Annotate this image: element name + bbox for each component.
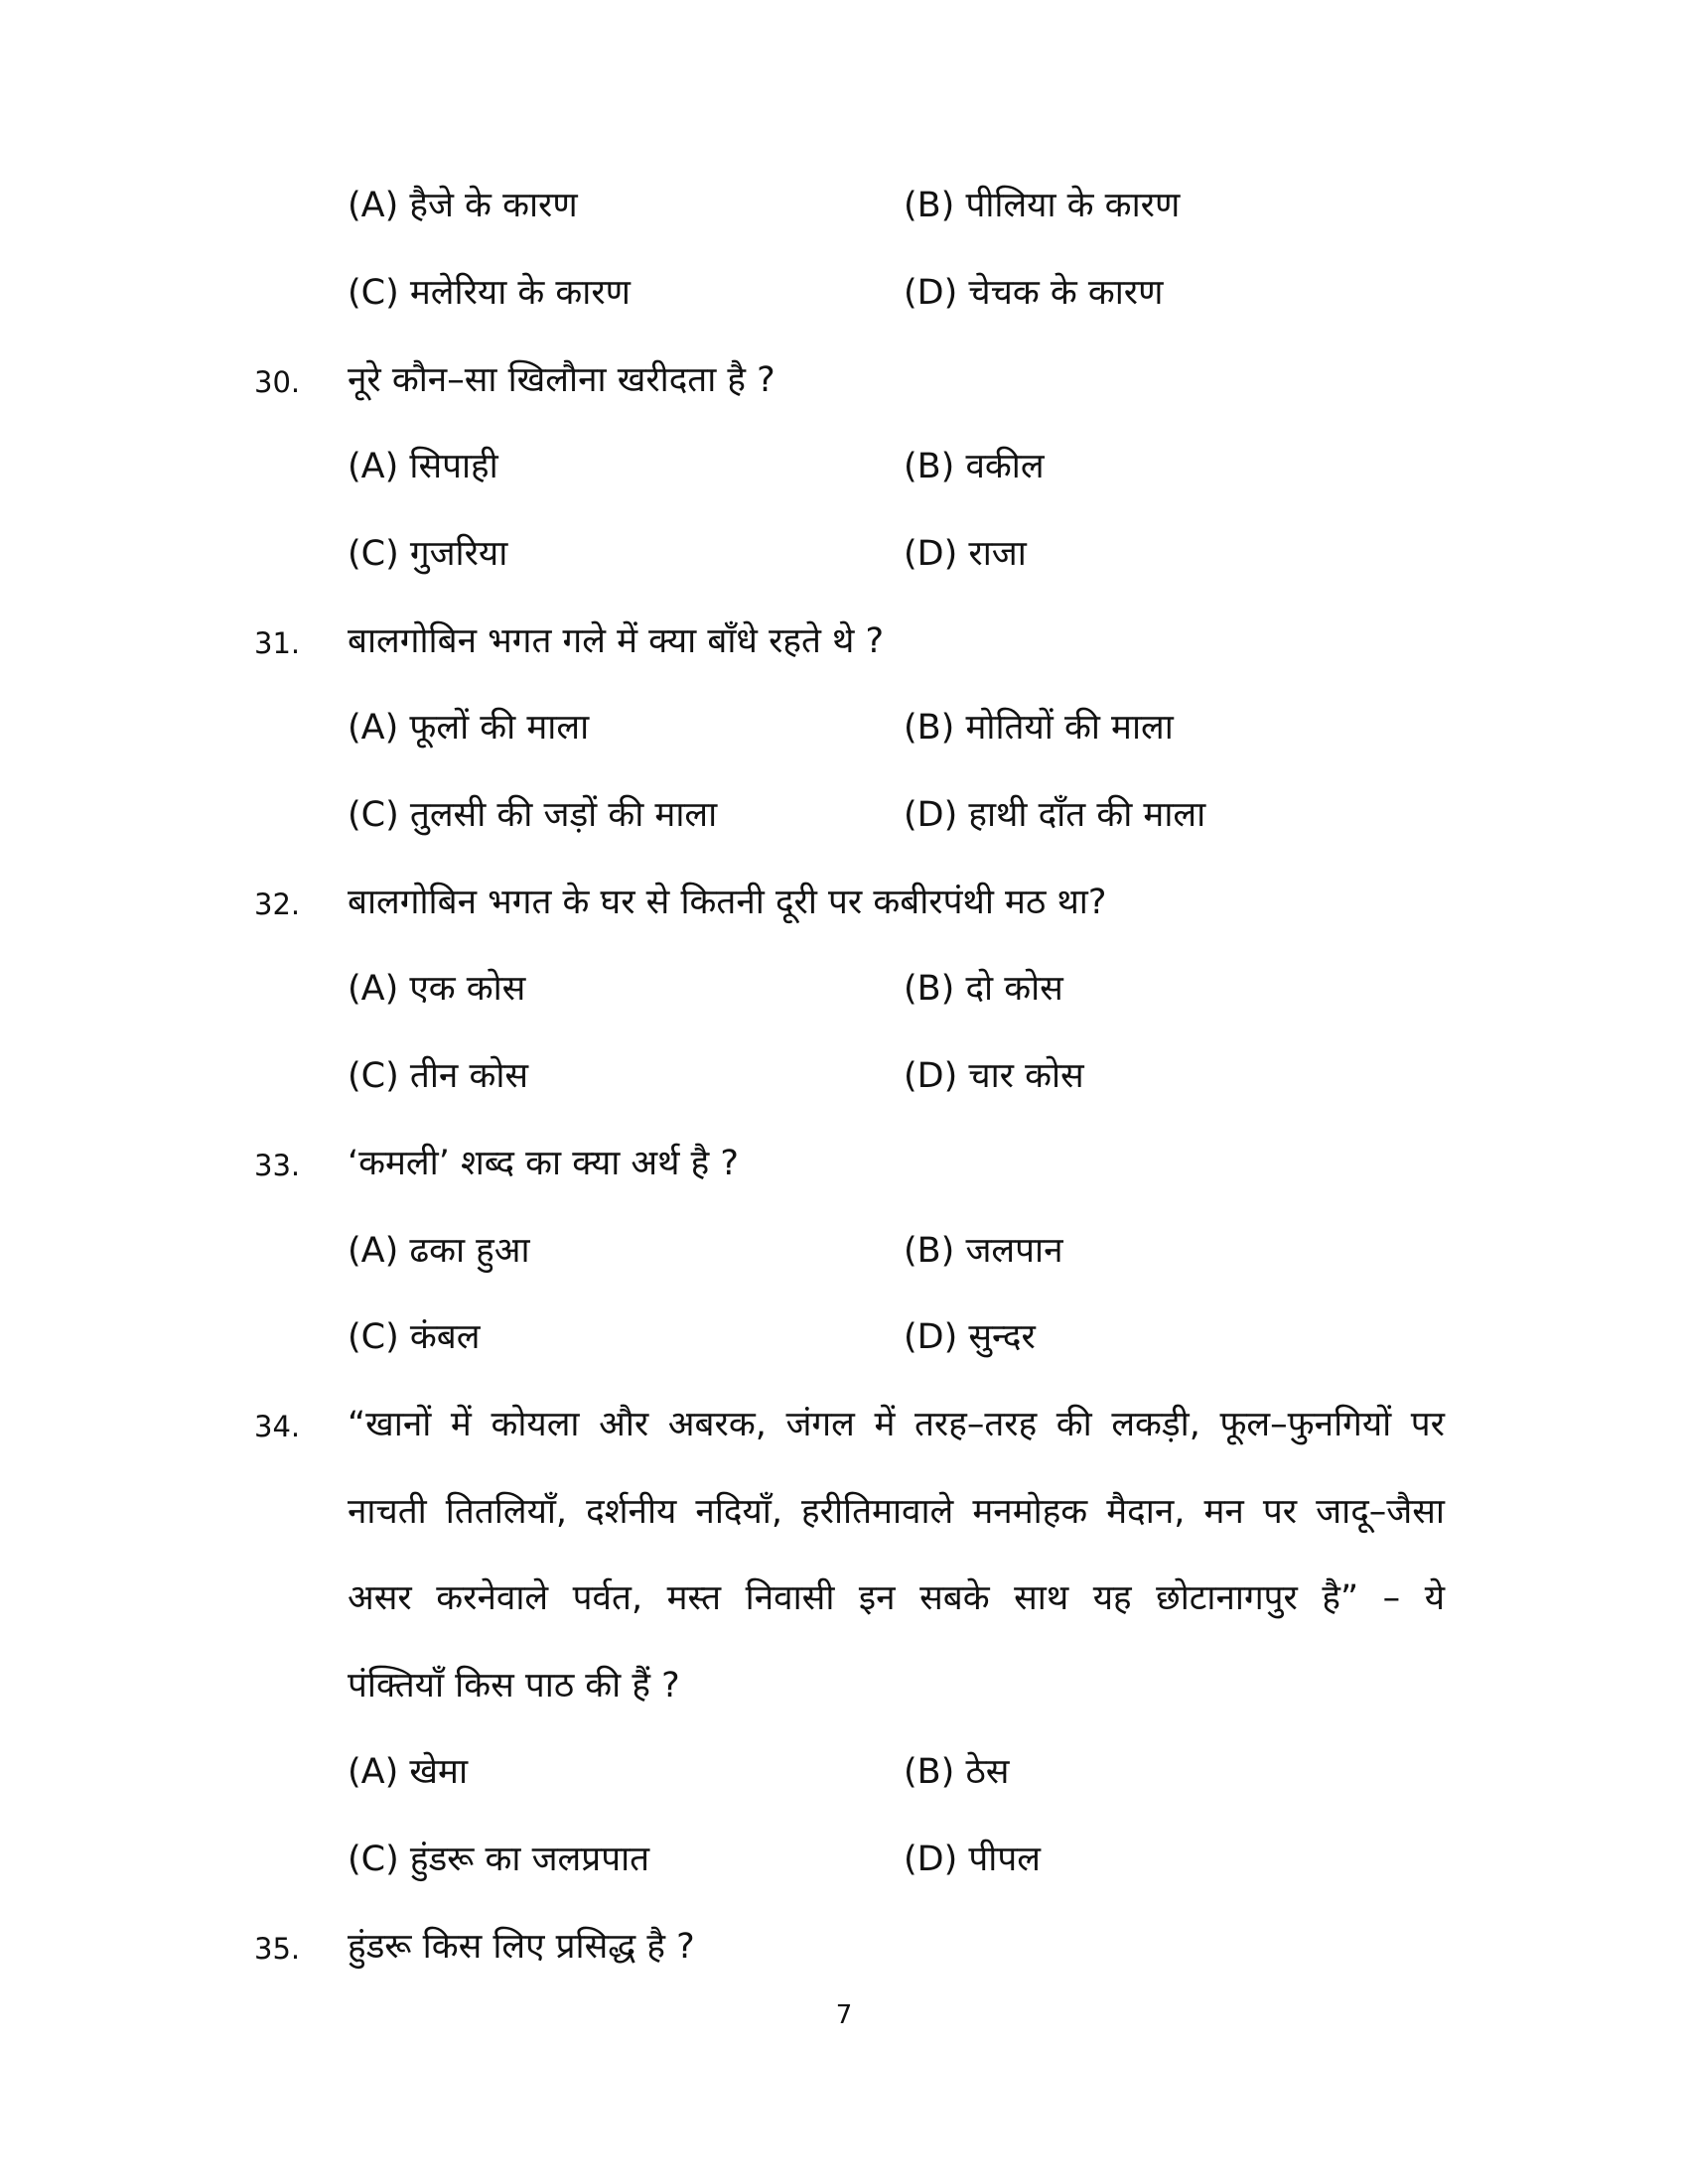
q30-option-d: (D) राजा <box>904 534 1027 574</box>
q30-option-c: (C) गुजरिया <box>348 534 508 574</box>
q31-option-b: (B) मोतियों की माला <box>904 708 1174 748</box>
q32-text: बालगोबिन भगत के घर से कितनी दूरी पर कबीरपंथी मठ था? <box>348 883 1107 922</box>
q34-text-line-4: पंक्तियाँ किस पाठ की हैं ? <box>348 1665 680 1706</box>
q34-text <box>348 1382 1445 1729</box>
q33-text: ‘कमली’ शब्द का क्या अर्थ है ? <box>348 1144 739 1183</box>
q29-option-a: (A) हैजे के कारण <box>348 186 578 225</box>
q29-option-b: (B) पीलिया के कारण <box>904 186 1181 225</box>
q34-number: 34. <box>254 1410 301 1443</box>
q34-text-line-1: “खानों में कोयला और अबरक, जंगल में तरह–तरह की लकड़ी, फूल–फुनगियों पर <box>348 1405 1445 1444</box>
q35-text: हुंडरू किस लिए प्रसिद्ध है ? <box>348 1927 695 1967</box>
q31-text: बालगोबिन भगत गले में क्या बाँधे रहते थे ? <box>348 621 885 661</box>
q32-number: 32. <box>254 887 301 921</box>
q33-option-b: (B) जलपान <box>904 1231 1063 1271</box>
q33-option-a: (A) ढका हुआ <box>348 1231 530 1271</box>
q34-option-a: (A) खेमा <box>348 1752 469 1792</box>
q34-text-line-2: नाचती तितलियाँ, दर्शनीय नदियाँ, हरीतिमावाले मनमोहक मैदान, मन पर जादू–जैसा <box>348 1491 1445 1532</box>
q34-option-d: (D) पीपल <box>904 1840 1041 1879</box>
q30-text: नूरे कौन–सा खिलौना खरीदता है ? <box>348 360 775 400</box>
q30-number: 30. <box>254 365 301 399</box>
q32-option-c: (C) तीन कोस <box>348 1056 529 1096</box>
q32-option-a: (A) एक कोस <box>348 969 526 1009</box>
q33-number: 33. <box>254 1149 301 1182</box>
q31-option-d: (D) हाथी दाँत की माला <box>904 795 1206 835</box>
q31-number: 31. <box>254 626 301 660</box>
q32-option-d: (D) चार कोस <box>904 1056 1084 1096</box>
q33-option-d: (D) सुन्दर <box>904 1317 1036 1357</box>
q29-option-d: (D) चेचक के कारण <box>904 273 1164 313</box>
q35-number: 35. <box>254 1932 301 1966</box>
page-number: 7 <box>835 2000 853 2030</box>
q30-option-b: (B) वकील <box>904 447 1045 486</box>
q34-option-c: (C) हुंडरू का जलप्रपात <box>348 1840 650 1879</box>
q34-option-b: (B) ठेस <box>904 1752 1010 1792</box>
q34-text-line-3: असर करनेवाले पर्वत, मस्त निवासी इन सबके साथ यह छोटानागपुर है” – ये <box>348 1578 1445 1618</box>
q30-option-a: (A) सिपाही <box>348 447 498 486</box>
q29-option-c: (C) मलेरिया के कारण <box>348 273 631 313</box>
q33-option-c: (C) कंबल <box>348 1317 481 1357</box>
q31-option-c: (C) तुलसी की जड़ों की माला <box>348 795 718 835</box>
q32-option-b: (B) दो कोस <box>904 969 1063 1009</box>
q31-option-a: (A) फूलों की माला <box>348 708 590 748</box>
